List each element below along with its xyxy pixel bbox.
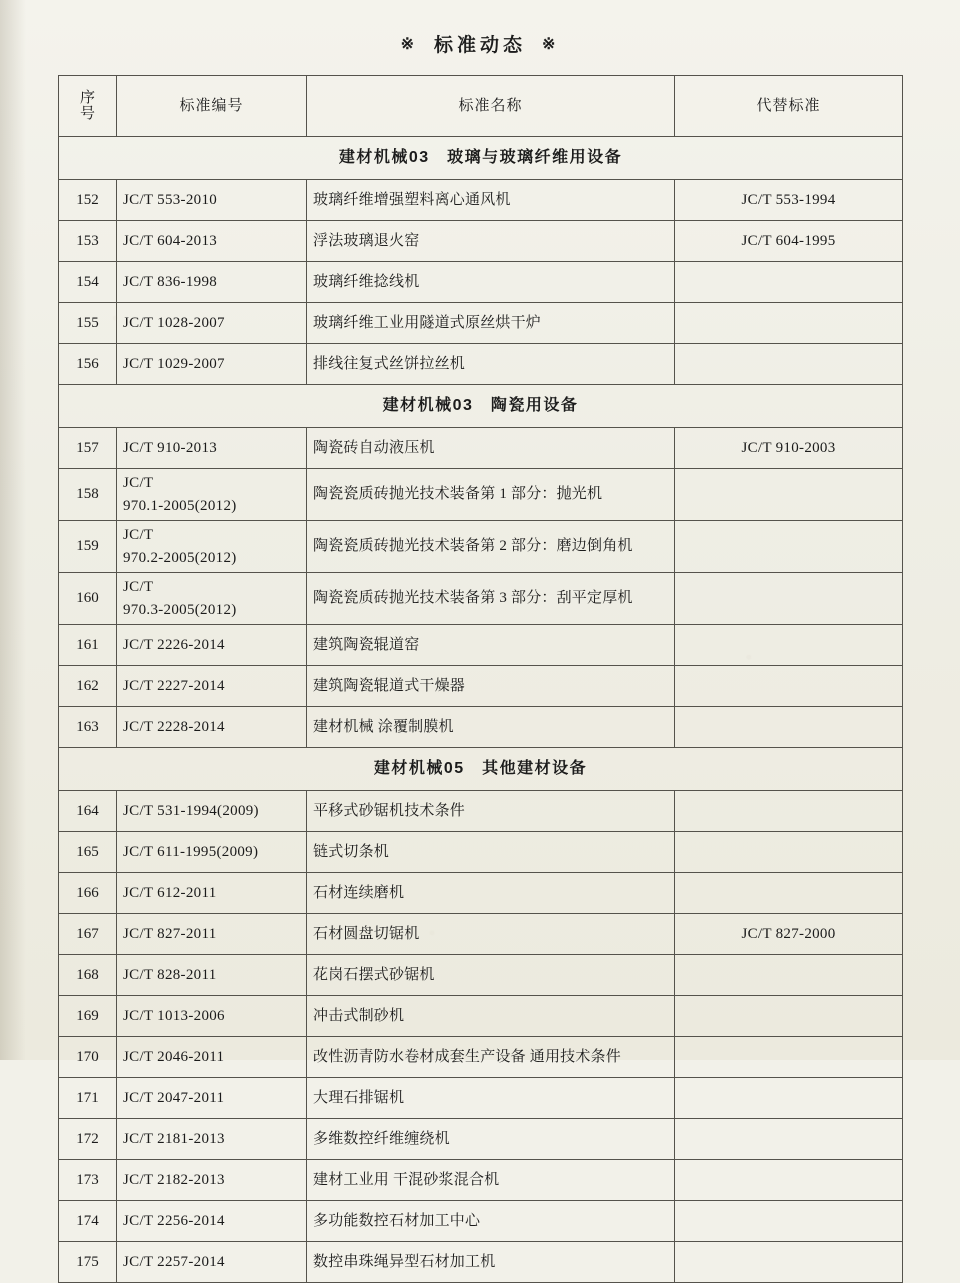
cell-name: 玻璃纤维捻线机 [307, 262, 675, 303]
cell-seq: 153 [59, 221, 117, 262]
section-row [59, 385, 903, 428]
cell-code: JC/T 611-1995(2009) [117, 832, 307, 873]
cell-code-line2: 970.3-2005(2012) [123, 601, 237, 618]
cell-name: 陶瓷瓷质砖抛光技术装备第 2 部分：磨边倒角机 [307, 521, 675, 573]
cell-seq: 168 [59, 955, 117, 996]
table-row [59, 1037, 903, 1078]
cell-name: 改性沥青防水卷材成套生产设备 通用技术条件 [307, 1037, 675, 1078]
table-row [59, 1119, 903, 1160]
column-header-seq-line2: 号 [79, 105, 95, 122]
cell-seq: 175 [59, 1242, 117, 1283]
cell-name: 玻璃纤维工业用隧道式原丝烘干炉 [307, 303, 675, 344]
section-row [59, 748, 903, 791]
table-header [59, 76, 903, 137]
cell-seq: 169 [59, 996, 117, 1037]
cell-name: 多维数控纤维缠绕机 [307, 1119, 675, 1160]
cell-code: JC/T 2182-2013 [117, 1160, 307, 1201]
cell-code: JC/T 2257-2014 [117, 1242, 307, 1283]
cell-replaced [675, 1160, 903, 1201]
cell-code [117, 573, 307, 625]
cell-seq: 166 [59, 873, 117, 914]
cell-seq: 167 [59, 914, 117, 955]
table-row [59, 1078, 903, 1119]
cell-replaced [675, 1119, 903, 1160]
cell-replaced [675, 1201, 903, 1242]
cell-code: JC/T 2228-2014 [117, 707, 307, 748]
cell-replaced [675, 873, 903, 914]
cell-replaced [675, 469, 903, 521]
table-row [59, 791, 903, 832]
cell-code-line1: JC/T [123, 527, 154, 543]
cell-name: 陶瓷瓷质砖抛光技术装备第 1 部分：抛光机 [307, 469, 675, 521]
table-row [59, 344, 903, 385]
cell-replaced [675, 521, 903, 573]
table-row [59, 1242, 903, 1283]
table-row [59, 428, 903, 469]
cell-code: JC/T 612-2011 [117, 873, 307, 914]
cell-name: 石材连续磨机 [307, 873, 675, 914]
column-header-replaced: 代替标准 [675, 76, 903, 137]
cell-name: 链式切条机 [307, 832, 675, 873]
cell-seq: 152 [59, 180, 117, 221]
cell-replaced [675, 1242, 903, 1283]
cell-seq: 154 [59, 262, 117, 303]
cell-seq: 158 [59, 469, 117, 521]
decorative-mark-left: ※ [400, 36, 418, 53]
cell-name: 陶瓷瓷质砖抛光技术装备第 3 部分：刮平定厚机 [307, 573, 675, 625]
column-header-code: 标准编号 [117, 76, 307, 137]
table-row [59, 221, 903, 262]
cell-code: JC/T 1029-2007 [117, 344, 307, 385]
section-row [59, 137, 903, 180]
decorative-mark-right: ※ [542, 36, 560, 53]
cell-name: 石材圆盘切锯机 [307, 914, 675, 955]
table-header-row [59, 76, 903, 137]
cell-code: JC/T 827-2011 [117, 914, 307, 955]
cell-replaced: JC/T 604-1995 [675, 221, 903, 262]
column-header-name: 标准名称 [307, 76, 675, 137]
cell-name: 平移式砂锯机技术条件 [307, 791, 675, 832]
cell-seq: 157 [59, 428, 117, 469]
cell-replaced [675, 707, 903, 748]
page-edge-shading [0, 0, 26, 1060]
cell-replaced [675, 791, 903, 832]
cell-replaced [675, 955, 903, 996]
table-row [59, 914, 903, 955]
cell-code-line1: JC/T [123, 475, 154, 491]
cell-code: JC/T 836-1998 [117, 262, 307, 303]
cell-name: 数控串珠绳异型石材加工机 [307, 1242, 675, 1283]
column-header-seq [59, 76, 117, 137]
table-row [59, 873, 903, 914]
cell-name: 花岗石摆式砂锯机 [307, 955, 675, 996]
cell-seq: 160 [59, 573, 117, 625]
cell-replaced [675, 262, 903, 303]
column-header-seq-line1: 序 [79, 88, 95, 106]
table-row [59, 666, 903, 707]
cell-replaced [675, 996, 903, 1037]
table-row [59, 996, 903, 1037]
cell-replaced [675, 625, 903, 666]
cell-seq: 164 [59, 791, 117, 832]
cell-code-line1: JC/T [123, 579, 154, 595]
table-row [59, 521, 903, 573]
cell-code: JC/T 828-2011 [117, 955, 307, 996]
cell-code: JC/T 910-2013 [117, 428, 307, 469]
cell-code: JC/T 2227-2014 [117, 666, 307, 707]
table-row [59, 1201, 903, 1242]
cell-code: JC/T 531-1994(2009) [117, 791, 307, 832]
section-label: 建材机械05 其他建材设备 [59, 748, 903, 791]
cell-replaced [675, 344, 903, 385]
table-row [59, 625, 903, 666]
standards-table-container [58, 75, 902, 1283]
table-row [59, 469, 903, 521]
page-title-text: 标准动态 [433, 35, 526, 56]
cell-code [117, 521, 307, 573]
cell-seq: 161 [59, 625, 117, 666]
cell-code-line2: 970.1-2005(2012) [123, 497, 237, 514]
cell-code [117, 469, 307, 521]
table-row [59, 303, 903, 344]
cell-name: 建材工业用 干混砂浆混合机 [307, 1160, 675, 1201]
cell-replaced [675, 573, 903, 625]
cell-code: JC/T 2226-2014 [117, 625, 307, 666]
cell-seq: 171 [59, 1078, 117, 1119]
section-label: 建材机械03 玻璃与玻璃纤维用设备 [59, 137, 903, 180]
table-row [59, 1160, 903, 1201]
page-title [0, 0, 960, 57]
cell-name: 大理石排锯机 [307, 1078, 675, 1119]
cell-code: JC/T 2046-2011 [117, 1037, 307, 1078]
cell-code: JC/T 553-2010 [117, 180, 307, 221]
cell-name: 排线往复式丝饼拉丝机 [307, 344, 675, 385]
section-label: 建材机械03 陶瓷用设备 [59, 385, 903, 428]
cell-seq: 159 [59, 521, 117, 573]
cell-replaced: JC/T 553-1994 [675, 180, 903, 221]
standards-table [58, 75, 903, 1283]
cell-name: 建材机械 涂覆制膜机 [307, 707, 675, 748]
cell-name: 玻璃纤维增强塑料离心通风机 [307, 180, 675, 221]
cell-name: 建筑陶瓷辊道窑 [307, 625, 675, 666]
cell-name: 浮法玻璃退火窑 [307, 221, 675, 262]
cell-replaced [675, 832, 903, 873]
cell-code: JC/T 604-2013 [117, 221, 307, 262]
cell-name: 建筑陶瓷辊道式干燥器 [307, 666, 675, 707]
cell-name: 冲击式制砂机 [307, 996, 675, 1037]
table-row [59, 180, 903, 221]
table-row [59, 707, 903, 748]
cell-seq: 165 [59, 832, 117, 873]
cell-replaced [675, 666, 903, 707]
cell-replaced [675, 1078, 903, 1119]
cell-seq: 163 [59, 707, 117, 748]
cell-seq: 174 [59, 1201, 117, 1242]
cell-code: JC/T 2047-2011 [117, 1078, 307, 1119]
cell-replaced: JC/T 827-2000 [675, 914, 903, 955]
table-body [59, 137, 903, 1283]
table-row [59, 955, 903, 996]
cell-seq: 173 [59, 1160, 117, 1201]
cell-code: JC/T 1028-2007 [117, 303, 307, 344]
cell-code: JC/T 2181-2013 [117, 1119, 307, 1160]
cell-name: 多功能数控石材加工中心 [307, 1201, 675, 1242]
cell-code: JC/T 1013-2006 [117, 996, 307, 1037]
cell-name: 陶瓷砖自动液压机 [307, 428, 675, 469]
table-row [59, 832, 903, 873]
cell-seq: 155 [59, 303, 117, 344]
cell-seq: 156 [59, 344, 117, 385]
cell-replaced [675, 1037, 903, 1078]
cell-code: JC/T 2256-2014 [117, 1201, 307, 1242]
cell-seq: 170 [59, 1037, 117, 1078]
cell-seq: 162 [59, 666, 117, 707]
cell-code-line2: 970.2-2005(2012) [123, 549, 237, 566]
table-row [59, 262, 903, 303]
cell-seq: 172 [59, 1119, 117, 1160]
table-row [59, 573, 903, 625]
cell-replaced: JC/T 910-2003 [675, 428, 903, 469]
cell-replaced [675, 303, 903, 344]
